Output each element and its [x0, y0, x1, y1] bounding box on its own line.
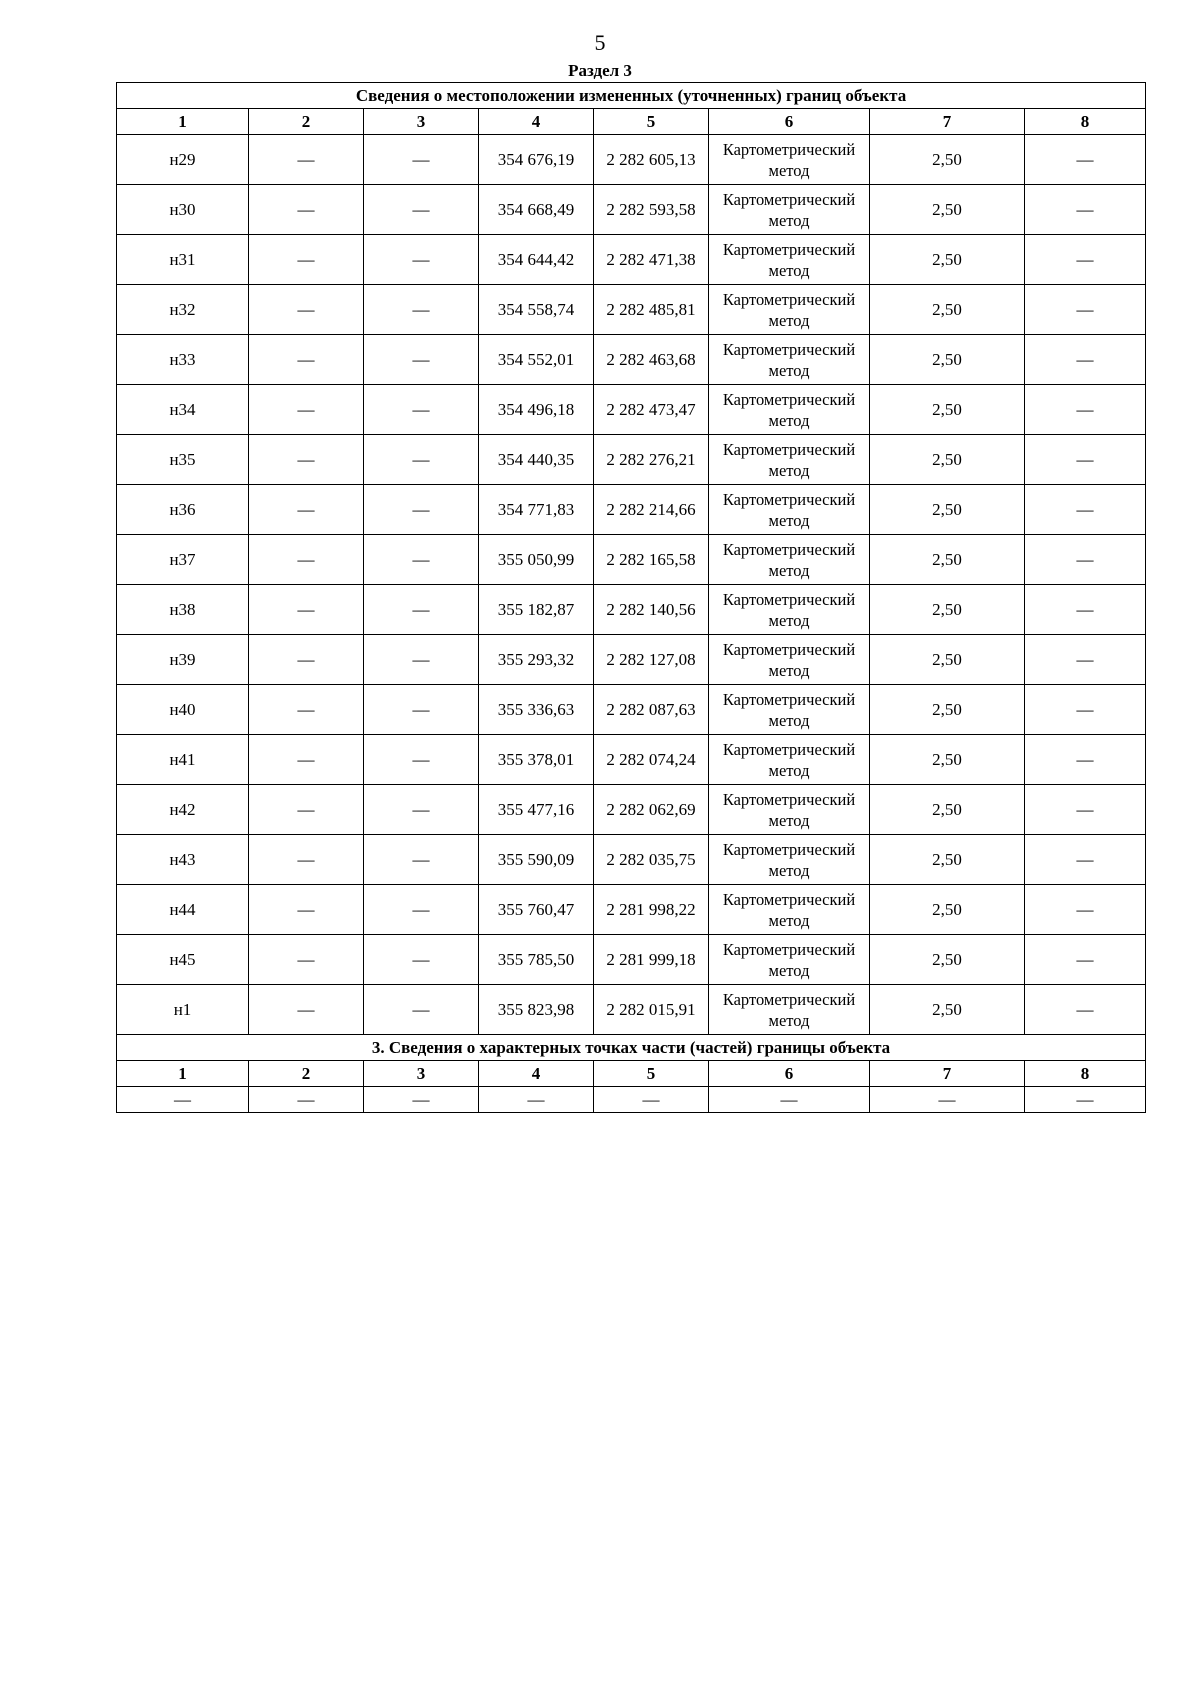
point-name-cell: —	[117, 1087, 249, 1113]
col2-cell: —	[249, 435, 364, 485]
col3-cell: —	[364, 235, 479, 285]
accuracy-cell: 2,50	[870, 235, 1025, 285]
x-coordinate-cell: 354 644,42	[479, 235, 594, 285]
column-header-8: 8	[1025, 1061, 1146, 1087]
point-name-cell: н1	[117, 985, 249, 1035]
col8-cell: —	[1025, 585, 1146, 635]
col2-cell: —	[249, 285, 364, 335]
accuracy-cell: 2,50	[870, 485, 1025, 535]
y-coordinate-cell: 2 282 473,47	[594, 385, 709, 435]
method-cell: Картометрический метод	[709, 835, 870, 885]
point-name-cell: н42	[117, 785, 249, 835]
table-row	[117, 785, 1146, 835]
subsection-column-header-row	[117, 1061, 1146, 1087]
col3-cell: —	[364, 735, 479, 785]
col8-cell: —	[1025, 335, 1146, 385]
point-name-cell: н38	[117, 585, 249, 635]
column-header-7: 7	[870, 109, 1025, 135]
table-row	[117, 835, 1146, 885]
column-header-5: 5	[594, 109, 709, 135]
accuracy-cell: 2,50	[870, 285, 1025, 335]
column-header-6: 6	[709, 1061, 870, 1087]
x-coordinate-cell: 354 676,19	[479, 135, 594, 185]
col3-cell: —	[364, 435, 479, 485]
table-row	[117, 735, 1146, 785]
table-row	[117, 935, 1146, 985]
point-name-cell: н43	[117, 835, 249, 885]
y-coordinate-cell: 2 282 127,08	[594, 635, 709, 685]
method-cell: Картометрический метод	[709, 985, 870, 1035]
column-header-4: 4	[479, 109, 594, 135]
x-coordinate-cell: 355 590,09	[479, 835, 594, 885]
y-coordinate-cell: 2 282 214,66	[594, 485, 709, 535]
method-cell: Картометрический метод	[709, 235, 870, 285]
col3-cell: —	[364, 1087, 479, 1113]
col2-cell: —	[249, 985, 364, 1035]
accuracy-cell: 2,50	[870, 385, 1025, 435]
column-header-3: 3	[364, 1061, 479, 1087]
y-coordinate-cell: 2 282 015,91	[594, 985, 709, 1035]
col2-cell: —	[249, 785, 364, 835]
column-header-8: 8	[1025, 109, 1146, 135]
x-coordinate-cell: 355 336,63	[479, 685, 594, 735]
accuracy-cell: 2,50	[870, 335, 1025, 385]
col8-cell: —	[1025, 885, 1146, 935]
method-cell: Картометрический метод	[709, 935, 870, 985]
x-coordinate-cell: 354 440,35	[479, 435, 594, 485]
x-coordinate-cell: 355 823,98	[479, 985, 594, 1035]
col8-cell: —	[1025, 735, 1146, 785]
accuracy-cell: 2,50	[870, 735, 1025, 785]
x-coordinate-cell: 355 785,50	[479, 935, 594, 985]
x-coordinate-cell: 355 050,99	[479, 535, 594, 585]
table-row	[117, 385, 1146, 435]
table-row	[117, 1087, 1146, 1113]
method-cell: Картометрический метод	[709, 685, 870, 735]
col3-cell: —	[364, 285, 479, 335]
col2-cell: —	[249, 735, 364, 785]
col3-cell: —	[364, 585, 479, 635]
accuracy-cell: 2,50	[870, 135, 1025, 185]
accuracy-cell: 2,50	[870, 835, 1025, 885]
y-coordinate-cell: 2 281 998,22	[594, 885, 709, 935]
col3-cell: —	[364, 185, 479, 235]
accuracy-cell: 2,50	[870, 885, 1025, 935]
method-cell: Картометрический метод	[709, 185, 870, 235]
col3-cell: —	[364, 985, 479, 1035]
table-row	[117, 435, 1146, 485]
accuracy-cell: 2,50	[870, 635, 1025, 685]
table-caption: Сведения о местоположении измененных (уточненных) границ объекта	[117, 83, 1146, 109]
accuracy-cell: 2,50	[870, 985, 1025, 1035]
accuracy-cell: 2,50	[870, 685, 1025, 735]
col2-cell: —	[249, 585, 364, 635]
y-coordinate-cell: 2 282 035,75	[594, 835, 709, 885]
point-name-cell: н44	[117, 885, 249, 935]
y-coordinate-cell: 2 282 463,68	[594, 335, 709, 385]
table-row	[117, 985, 1146, 1035]
y-coordinate-cell: 2 282 605,13	[594, 135, 709, 185]
y-coordinate-cell: 2 282 471,38	[594, 235, 709, 285]
table-row	[117, 185, 1146, 235]
method-cell: Картометрический метод	[709, 585, 870, 635]
table-row	[117, 535, 1146, 585]
point-name-cell: н33	[117, 335, 249, 385]
accuracy-cell: 2,50	[870, 935, 1025, 985]
method-cell: Картометрический метод	[709, 385, 870, 435]
table-row	[117, 135, 1146, 185]
col2-cell: —	[249, 635, 364, 685]
table-row	[117, 285, 1146, 335]
method-cell: Картометрический метод	[709, 135, 870, 185]
point-name-cell: н40	[117, 685, 249, 735]
table-row	[117, 685, 1146, 735]
page-number: 5	[594, 30, 606, 55]
x-coordinate-cell: 354 668,49	[479, 185, 594, 235]
col3-cell: —	[364, 685, 479, 735]
col8-cell: —	[1025, 285, 1146, 335]
col2-cell: —	[249, 335, 364, 385]
y-coordinate-cell: 2 282 276,21	[594, 435, 709, 485]
point-name-cell: н30	[117, 185, 249, 235]
x-coordinate-cell: 354 552,01	[479, 335, 594, 385]
point-name-cell: н31	[117, 235, 249, 285]
accuracy-cell: 2,50	[870, 185, 1025, 235]
column-header-5: 5	[594, 1061, 709, 1087]
col3-cell: —	[364, 485, 479, 535]
col8-cell: —	[1025, 635, 1146, 685]
y-coordinate-cell: 2 282 087,63	[594, 685, 709, 735]
y-coordinate-cell: 2 282 165,58	[594, 535, 709, 585]
column-header-1: 1	[117, 109, 249, 135]
col2-cell: —	[249, 235, 364, 285]
col2-cell: —	[249, 885, 364, 935]
method-cell: Картометрический метод	[709, 735, 870, 785]
method-cell: Картометрический метод	[709, 485, 870, 535]
col3-cell: —	[364, 885, 479, 935]
col3-cell: —	[364, 635, 479, 685]
col8-cell: —	[1025, 135, 1146, 185]
point-name-cell: н29	[117, 135, 249, 185]
table-row	[117, 585, 1146, 635]
col8-cell: —	[1025, 435, 1146, 485]
x-coordinate-cell: 354 558,74	[479, 285, 594, 335]
method-cell: Картометрический метод	[709, 335, 870, 385]
x-coordinate-cell: 355 477,16	[479, 785, 594, 835]
col8-cell: —	[1025, 235, 1146, 285]
point-name-cell: н37	[117, 535, 249, 585]
col8-cell: —	[1025, 185, 1146, 235]
table-caption-row	[117, 83, 1146, 109]
x-coordinate-cell: —	[479, 1087, 594, 1113]
section-title: Раздел 3	[568, 61, 632, 80]
x-coordinate-cell: 355 293,32	[479, 635, 594, 685]
coordinates-table	[116, 82, 1146, 1113]
point-name-cell: н45	[117, 935, 249, 985]
point-name-cell: н34	[117, 385, 249, 435]
col8-cell: —	[1025, 685, 1146, 735]
table-row	[117, 885, 1146, 935]
method-cell: Картометрический метод	[709, 885, 870, 935]
col2-cell: —	[249, 685, 364, 735]
col2-cell: —	[249, 535, 364, 585]
subsection-caption-row	[117, 1035, 1146, 1061]
column-header-3: 3	[364, 109, 479, 135]
col2-cell: —	[249, 835, 364, 885]
method-cell: Картометрический метод	[709, 535, 870, 585]
column-header-2: 2	[249, 1061, 364, 1087]
y-coordinate-cell: 2 282 074,24	[594, 735, 709, 785]
column-header-4: 4	[479, 1061, 594, 1087]
accuracy-cell: 2,50	[870, 585, 1025, 635]
col3-cell: —	[364, 535, 479, 585]
accuracy-cell: 2,50	[870, 535, 1025, 585]
col8-cell: —	[1025, 385, 1146, 435]
accuracy-cell: 2,50	[870, 435, 1025, 485]
col8-cell: —	[1025, 985, 1146, 1035]
y-coordinate-cell: 2 281 999,18	[594, 935, 709, 985]
x-coordinate-cell: 354 771,83	[479, 485, 594, 535]
point-name-cell: н32	[117, 285, 249, 335]
point-name-cell: н36	[117, 485, 249, 535]
col3-cell: —	[364, 335, 479, 385]
y-coordinate-cell: —	[594, 1087, 709, 1113]
x-coordinate-cell: 355 182,87	[479, 585, 594, 635]
col2-cell: —	[249, 135, 364, 185]
column-header-7: 7	[870, 1061, 1025, 1087]
col8-cell: —	[1025, 835, 1146, 885]
col3-cell: —	[364, 935, 479, 985]
y-coordinate-cell: 2 282 140,56	[594, 585, 709, 635]
column-header-1: 1	[117, 1061, 249, 1087]
y-coordinate-cell: 2 282 485,81	[594, 285, 709, 335]
table-row	[117, 335, 1146, 385]
table-row	[117, 485, 1146, 535]
col3-cell: —	[364, 385, 479, 435]
column-header-row	[117, 109, 1146, 135]
col2-cell: —	[249, 385, 364, 435]
method-cell: Картометрический метод	[709, 785, 870, 835]
y-coordinate-cell: 2 282 593,58	[594, 185, 709, 235]
col2-cell: —	[249, 485, 364, 535]
x-coordinate-cell: 355 760,47	[479, 885, 594, 935]
point-name-cell: н35	[117, 435, 249, 485]
method-cell: Картометрический метод	[709, 435, 870, 485]
col3-cell: —	[364, 835, 479, 885]
col8-cell: —	[1025, 535, 1146, 585]
method-cell: —	[709, 1087, 870, 1113]
column-header-2: 2	[249, 109, 364, 135]
column-header-6: 6	[709, 109, 870, 135]
method-cell: Картометрический метод	[709, 285, 870, 335]
col2-cell: —	[249, 935, 364, 985]
x-coordinate-cell: 354 496,18	[479, 385, 594, 435]
point-name-cell: н39	[117, 635, 249, 685]
col8-cell: —	[1025, 785, 1146, 835]
point-name-cell: н41	[117, 735, 249, 785]
col2-cell: —	[249, 185, 364, 235]
table-row	[117, 635, 1146, 685]
col3-cell: —	[364, 785, 479, 835]
accuracy-cell: —	[870, 1087, 1025, 1113]
col8-cell: —	[1025, 485, 1146, 535]
table-row	[117, 235, 1146, 285]
method-cell: Картометрический метод	[709, 635, 870, 685]
col8-cell: —	[1025, 935, 1146, 985]
table-body	[117, 83, 1146, 1113]
accuracy-cell: 2,50	[870, 785, 1025, 835]
subsection-caption: 3. Сведения о характерных точках части (частей) границы объекта	[117, 1035, 1146, 1061]
col3-cell: —	[364, 135, 479, 185]
col2-cell: —	[249, 1087, 364, 1113]
col8-cell: —	[1025, 1087, 1146, 1113]
x-coordinate-cell: 355 378,01	[479, 735, 594, 785]
y-coordinate-cell: 2 282 062,69	[594, 785, 709, 835]
